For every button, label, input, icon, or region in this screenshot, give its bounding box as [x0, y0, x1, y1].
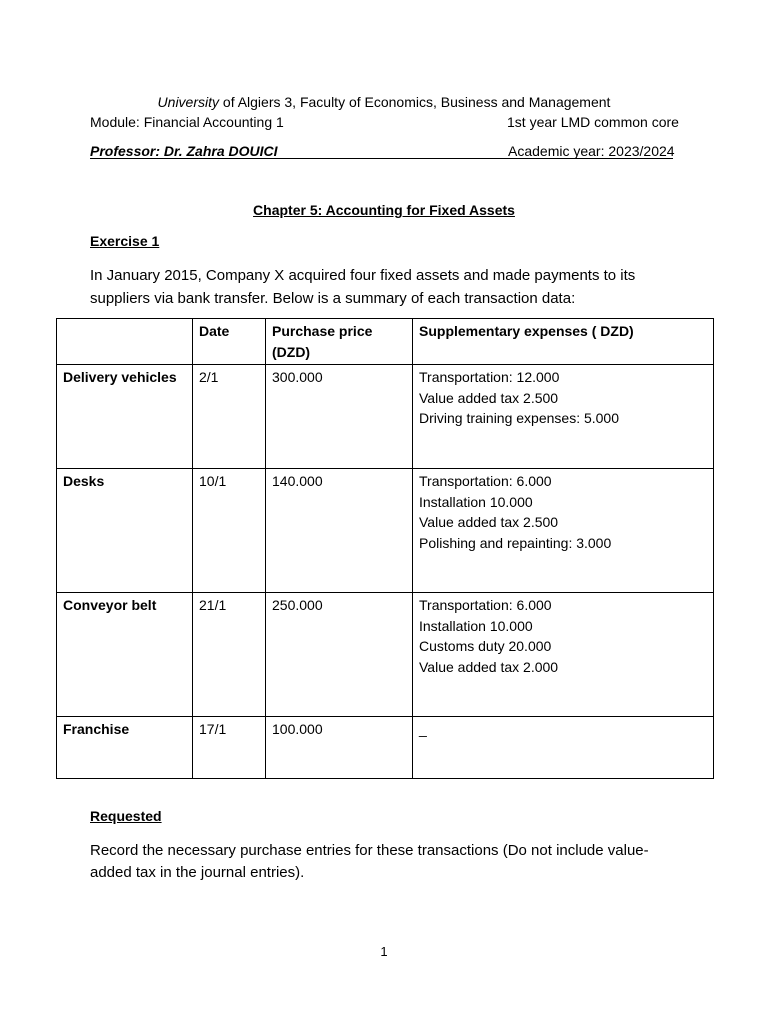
price-cell: 250.000	[266, 593, 413, 717]
exercise-title: Exercise 1	[90, 233, 160, 249]
requested-line-1: Record the necessary purchase entries for these transactions (Do not include value-	[90, 842, 649, 859]
expense-line: Installation 10.000	[419, 493, 533, 510]
header-expenses: Supplementary expenses ( DZD)	[413, 319, 714, 365]
header-asset	[57, 319, 193, 365]
asset-cell: Delivery vehicles	[57, 365, 193, 469]
price-cell: 100.000	[266, 717, 413, 779]
expense-line: Polishing and repainting: 3.000	[419, 534, 612, 551]
expense-line: Value added tax 2.000	[419, 658, 559, 675]
intro-line-2: suppliers via bank transfer. Below is a summary of each transaction data:	[90, 290, 576, 307]
asset-cell: Conveyor belt	[57, 593, 193, 717]
expense-line: Installation 10.000	[419, 617, 533, 634]
table-row	[57, 469, 714, 593]
expense-line: Customs duty 20.000	[419, 638, 552, 654]
table-row	[57, 365, 714, 469]
module-label: Module: Financial Accounting 1	[90, 114, 284, 130]
transactions-table	[56, 318, 714, 779]
asset-cell: Desks	[57, 469, 193, 593]
table-row	[57, 593, 714, 717]
requested-line-2: added tax in the journal entries).	[90, 864, 305, 881]
expense-line: Transportation: 6.000	[419, 473, 552, 489]
university-line	[0, 94, 768, 110]
expense-line: Value added tax 2.500	[419, 389, 559, 406]
date-cell: 2/1	[193, 365, 266, 469]
header-date: Date	[193, 319, 266, 365]
asset-cell: Franchise	[57, 717, 193, 779]
header-price: Purchase price (DZD)	[266, 319, 413, 365]
table-row	[57, 717, 714, 779]
expenses-cell	[413, 593, 714, 717]
expenses-cell	[413, 365, 714, 469]
expense-line: Value added tax 2.500	[419, 514, 559, 530]
page-number: 1	[380, 944, 388, 959]
intro-paragraph	[90, 264, 690, 310]
academic-year-label: Academic year: 2023/2024	[508, 143, 675, 159]
chapter-title: Chapter 5: Accounting for Fixed Assets	[253, 202, 515, 218]
requested-title: Requested	[90, 808, 162, 824]
expense-line: _	[419, 721, 427, 737]
expenses-cell	[413, 469, 714, 593]
expense-line: Transportation: 6.000	[419, 597, 552, 613]
university-rest: of Algiers 3, Faculty of Economics, Business and Management	[219, 94, 611, 110]
level-label: 1st year LMD common core	[507, 114, 679, 130]
date-cell: 21/1	[193, 593, 266, 717]
price-cell: 300.000	[266, 365, 413, 469]
intro-line-1: In January 2015, Company X acquired four fixed assets and made payments to its	[90, 267, 636, 284]
date-cell: 10/1	[193, 469, 266, 593]
expense-line: Transportation: 12.000	[419, 369, 560, 385]
professor-label: Professor: Dr. Zahra DOUICI	[90, 143, 278, 159]
expenses-cell	[413, 717, 714, 779]
expense-line: Driving training expenses: 5.000	[419, 410, 620, 426]
price-cell: 140.000	[266, 469, 413, 593]
date-cell: 17/1	[193, 717, 266, 779]
requested-paragraph	[90, 840, 650, 884]
table-header-row	[57, 319, 714, 365]
university-italic: University	[157, 94, 220, 110]
header-divider	[90, 158, 673, 159]
